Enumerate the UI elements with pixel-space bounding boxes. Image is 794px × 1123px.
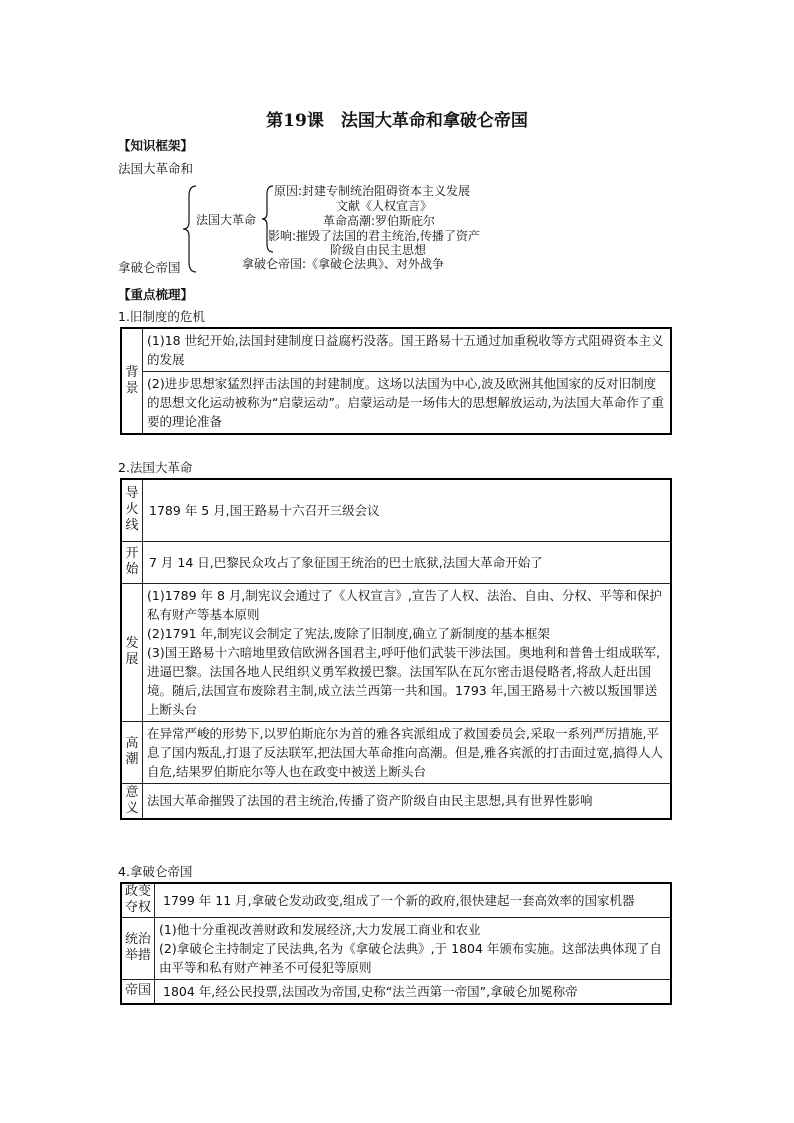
framework-item-cause: 原因:封建专制统治阻碍资本主义发展 <box>274 184 471 198</box>
framework-item-document: 文献《人权宣言》 <box>336 199 433 213</box>
row-text-start: 7 月 14 日,巴黎民众攻占了象征国王统治的巴士底狱,法国大革命开始了 <box>143 541 672 583</box>
framework-branch1: 法国大革命 <box>196 213 257 227</box>
section1-row-2: (2)进步思想家猛烈抨击法国的封建制度。这场以法国为中心,波及欧洲其他国家的反对旧制度的思想文化运动被称为“启蒙运动”。启蒙运动是一场伟大的思想解放运动,为法国大革命作了重要的理论准备 <box>143 372 672 435</box>
row-text-fuse: 1789 年 5 月,国王路易十六召开三级会议 <box>143 479 672 541</box>
row-label-climax: 高潮 <box>121 721 143 783</box>
row-text-coup: 1799 年 11 月,拿破仑发动政变,组成了一个新的政府,很快建起一套高效率的国家机器 <box>155 883 672 917</box>
framework-heading: 【知识框架】 <box>118 138 194 153</box>
row-text-development <box>143 583 672 721</box>
section1-label: 背景 <box>121 328 143 434</box>
section4-table <box>120 882 672 1005</box>
row-label-fuse: 导火线 <box>121 479 143 541</box>
row-label-empire: 帝国 <box>121 979 155 1004</box>
framework-branch2: 拿破仑帝国:《拿破仑法典》、对外战争 <box>242 257 445 271</box>
framework-root-line1: 法国大革命和 <box>118 161 194 176</box>
development-item-1: (1)1789 年 8 月,制宪议会通过了《人权宣言》,宣告了人权、法治、自由、分权、平等和保护私有财产等基本原则 <box>147 587 662 622</box>
keypoints-heading: 【重点梳理】 <box>118 287 194 302</box>
row-label-significance: 意义 <box>121 783 143 819</box>
section4-title: 4.拿破仑帝国 <box>118 864 193 879</box>
row-label-start: 开始 <box>121 541 143 583</box>
measures-item-2: (2)拿破仑主持制定了民法典,名为《拿破仑法典》,于 1804 年颁布实施。这部法典体现了自由平等和私有财产神圣不可侵犯等原则 <box>159 940 662 975</box>
section1-table <box>120 327 672 435</box>
framework-item-climax: 革命高潮:罗伯斯庇尔 <box>323 214 436 228</box>
framework-root-line2: 拿破仑帝国 <box>118 260 181 275</box>
outer-brace <box>180 184 200 274</box>
page-title: 第19课 法国大革命和拿破仑帝国 <box>266 111 528 131</box>
framework-item-impact: 影响:摧毁了法国的君主统治,传播了资产 <box>268 229 480 243</box>
row-label-coup: 政变夺权 <box>121 883 155 917</box>
row-text-significance: 法国大革命摧毁了法国的君主统治,传播了资产阶级自由民主思想,具有世界性影响 <box>143 783 672 819</box>
section1-title: 1.旧制度的危机 <box>118 309 205 324</box>
development-item-3: (3)国王路易十六暗地里致信欧洲各国君主,呼吁他们武装干涉法国。奥地利和普鲁士组成联军,进逼巴黎。法国各地人民组织义勇军救援巴黎。法国军队在瓦尔密击退侵略者,将敌人赶出国境。随后,法国宣布废除君主制,成立法兰西第一共和国。1793 年,国王路易十六被以叛国罪送上断头台 <box>147 644 661 717</box>
row-label-measures: 统治举措 <box>121 917 155 979</box>
row-text-empire: 1804 年,经公民投票,法国改为帝国,史称“法兰西第一帝国”,拿破仑加冕称帝 <box>155 979 672 1004</box>
framework-item-impact-cont: 阶级自由民主思想 <box>330 243 427 257</box>
development-item-2: (2)1791 年,制宪议会制定了宪法,废除了旧制度,确立了新制度的基本框架 <box>147 625 550 641</box>
section1-row-1: (1)18 世纪开始,法国封建制度日益腐朽没落。国王路易十五通过加重税收等方式阻碍资本主义的发展 <box>143 328 672 372</box>
row-label-development: 发展 <box>121 583 143 721</box>
row-text-measures <box>155 917 672 979</box>
row-text-climax: 在异常严峻的形势下,以罗伯斯庇尔为首的雅各宾派组成了救国委员会,采取一系列严厉措施,平息了国内叛乱,打退了反法联军,把法国大革命推向高潮。但是,雅各宾派的打击面过宽,搞得人人自危,结果罗伯斯庇尔等人也在政变中被送上断头台 <box>143 721 672 783</box>
section2-title: 2.法国大革命 <box>118 460 193 475</box>
measures-item-1: (1)他十分重视改善财政和发展经济,大力发展工商业和农业 <box>159 921 481 937</box>
section2-table <box>120 478 672 820</box>
